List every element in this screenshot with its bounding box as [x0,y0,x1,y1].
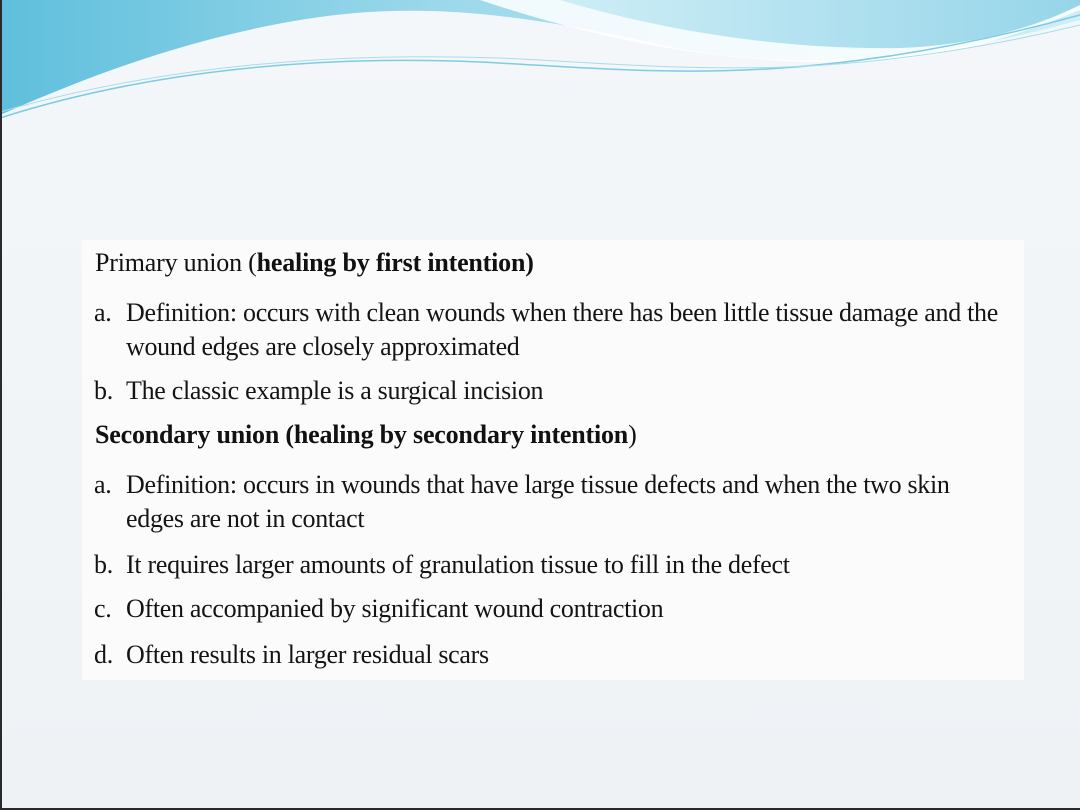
heading-plain-text: Primary union ( [95,248,257,277]
heading-bold-text: healing by first intention) [256,248,534,277]
list-marker: b. [94,550,113,579]
list-item [94,638,1004,672]
list-item [94,548,1004,582]
list-item-text: Often accompanied by significant wound contraction [126,594,664,623]
section-heading-secondary-union [95,420,637,450]
list-item-text: Definition: occurs with clean wounds when there has been little tissue damage and the wound edges are closely approximated [126,298,998,361]
list-item [94,296,1004,364]
list-marker: c. [94,594,112,623]
heading-plain-text: ) [628,420,637,449]
heading-bold-text: Secondary union (healing by secondary intention [95,420,629,449]
list-marker: a. [94,298,112,327]
list-item [94,592,1004,626]
list-marker: b. [94,376,113,405]
list-item-text: The classic example is a surgical incision [126,376,544,405]
list-item-text: Often results in larger residual scars [126,640,489,669]
section-heading-primary-union [95,248,534,278]
top-wave-decoration [0,0,1080,130]
list-item-text: Definition: occurs in wounds that have large tissue defects and when the two skin edges are not in contact [126,470,950,533]
list-marker: a. [94,470,112,499]
list-marker: d. [94,640,113,669]
content-area [82,240,1024,680]
list-item-text: It requires larger amounts of granulation tissue to fill in the defect [126,550,790,579]
list-item [94,468,1004,536]
slide-left-border [0,0,2,810]
list-item [94,374,1004,408]
